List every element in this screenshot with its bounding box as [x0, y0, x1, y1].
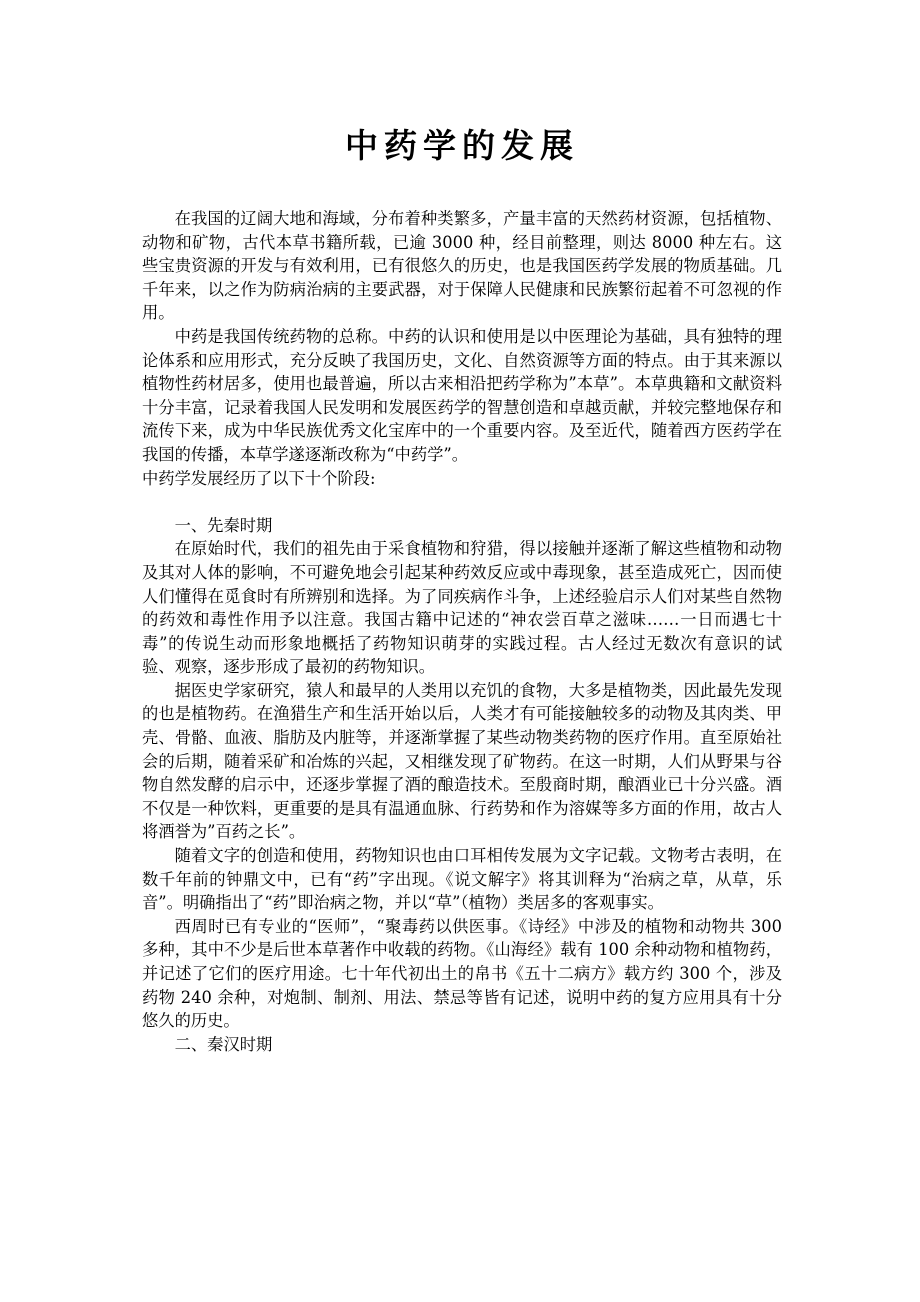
document-title: 中药学的发展 — [345, 126, 579, 165]
intro-paragraph-2: 中药是我国传统药物的总称。中药的认识和使用是以中医理论为基础，具有独特的理论体系和应用形式，充分反映了我国历史，文化、自然资源等方面的特点。由于其来源以植物性药材居多，使用也最普遍，所以古来相沿把药学称为”本草”。本草典籍和文献资料十分丰富，记录着我国人民发明和发展医药学的智慧创造和卓越贡献，并较完整地保存和流传下来，成为中华民族优秀文化宝库中的一个重要内容。及至近代，随着西方医药学在我国的传播，本草学遂逐渐改称为“中药学”。 — [142, 326, 782, 464]
blank-line — [142, 490, 782, 514]
section-1-heading: 一、先秦时期 — [174, 515, 273, 535]
intro-paragraph-1: 在我国的辽阔大地和海域，分布着种类繁多，产量丰富的天然药材资源，包括植物、动物和矿物，古代本草书籍所载，已逾 3000 种，经目前整理，则达 8000 种左右。这些宝贵资源的开发与有效利用，已有很悠久的历史，也是我国医药学发展的物质基础。几千年来，以之作为防病治病的主要武器，对于保障人民健康和民族繁衍起着不可忽视的作用。 — [142, 209, 782, 323]
document-body — [142, 207, 782, 1056]
section-1-paragraph-2: 据医史学家研究，猿人和最早的人类用以充饥的食物，大多是植物类，因此最先发现的也是植物药。在渔猎生产和生活开始以后，人类才有可能接触较多的动物及其肉类、甲壳、骨骼、血液、脂肪及内脏等，并逐渐掌握了某些动物类药物的医疗作用。直至原始社会的后期，随着采矿和冶炼的兴起，又相继发现了矿物药。在这一时期，人们从野果与谷物自然发酵的启示中，还逐步掌握了酒的酿造技术。至殷商时期，酿酒业已十分兴盛。酒不仅是一种饮料，更重要的是具有温通血脉、行药势和作为溶媒等多方面的作用，故古人将酒誉为”百药之长”。 — [142, 680, 782, 842]
section-1-paragraph-3: 随着文字的创造和使用，药物知识也由口耳相传发展为文字记载。文物考古表明，在数千年前的钟鼎文中，已有“药”字出现。《说文解字》将其训释为“治病之草，从草，乐音”。明确指出了“药”即治病之物，并以“草”（植物）类居多的客观事实。 — [142, 846, 782, 913]
section-2-heading: 二、秦汉时期 — [174, 1034, 273, 1054]
section-1-paragraph-1: 在原始时代，我们的祖先由于采食植物和狩猎，得以接触并逐渐了解这些植物和动物及其对人体的影响，不可避免地会引起某种药效反应或中毒现象，甚至造成死亡，因而使人们懂得在觅食时有所辨别和选择。为了同疾病作斗争，上述经验启示人们对某些自然物的药效和毒性作用予以注意。我国古籍中记述的“神农尝百草之滋味……一日而遇七十毒”的传说生动而形象地概括了药物知识萌芽的实践过程。古人经过无数次有意识的试验、观察，逐步形成了最初的药物知识。 — [142, 539, 782, 677]
section-1-paragraph-4: 西周时已有专业的“医师”，“聚毒药以供医事。《诗经》中涉及的植物和动物共 300 多种，其中不少是后世本草著作中收载的药物。《山海经》载有 100 余种动物和植物药，并记述了它们的医疗用途。七十年代初出土的帛书《五十二病方》载方约 300 个，涉及药物 240 余种，对炮制、制剂、用法、禁忌等皆有记述，说明中药的复方应用具有十分悠久的历史。 — [142, 916, 782, 1031]
intro-paragraph-3: 中药学发展经历了以下十个阶段: — [142, 468, 376, 488]
